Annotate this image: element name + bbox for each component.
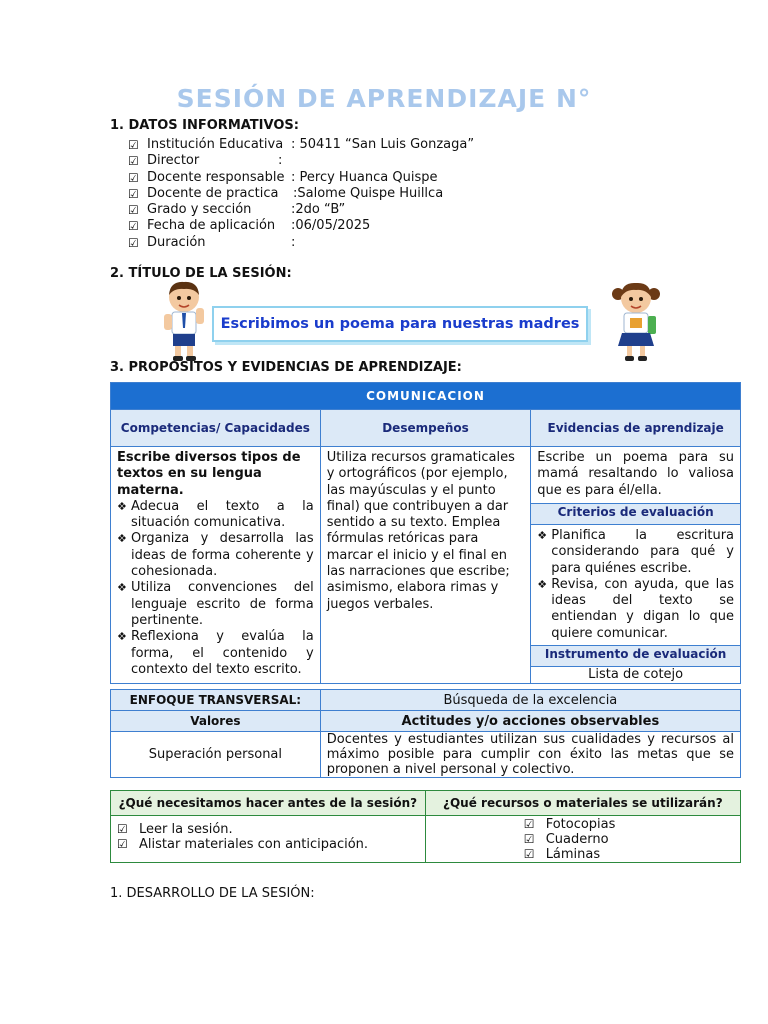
info-value: : Percy Huanca Quispe <box>291 169 438 185</box>
info-value: : <box>278 153 283 169</box>
antes-text: Alistar materiales con anticipación. <box>139 837 369 852</box>
criterio-item <box>537 528 734 577</box>
info-value: :2do “B” <box>291 202 346 218</box>
bullet-icon: ❖ <box>117 581 127 595</box>
recurso-text: Láminas <box>545 847 601 862</box>
competencias-cell <box>111 447 321 684</box>
capacidad-text: Organiza y desarrolla las ideas de forma coherente y cohesionada. <box>131 531 314 580</box>
checkbox-icon: ☑ <box>523 847 535 861</box>
desempenos-header: Desempeños <box>320 410 531 447</box>
criterios-header: Criterios de evaluación <box>531 504 741 525</box>
checkbox-icon: ☑ <box>128 154 139 169</box>
capacidad-item <box>117 499 314 532</box>
info-label: Director <box>147 153 200 169</box>
evidencias-header: Evidencias de aprendizaje <box>531 410 741 447</box>
actitud-cell: Docentes y estudiantes utilizan sus cualidades y recursos al máximo posible para cumplir con éxito las metas que se proponen a nivel personal y colectivo. <box>320 732 740 778</box>
page-title: SESIÓN DE APRENDIZAJE N° <box>176 84 592 113</box>
capacidad-item <box>117 531 314 580</box>
session-title-box: Escribimos un poema para nuestras madres <box>212 306 588 342</box>
bullet-icon: ❖ <box>537 577 548 591</box>
checkbox-icon: ☑ <box>117 822 128 836</box>
bullet-icon: ❖ <box>117 499 127 513</box>
propositos-table <box>110 382 741 684</box>
capacidad-item <box>117 580 314 629</box>
recursos-cell <box>425 816 740 863</box>
capacidad-text: Utiliza convenciones del lenguaje escrito de forma pertinente. <box>131 580 314 628</box>
antes-text: Leer la sesión. <box>139 822 233 837</box>
antes-item <box>117 822 419 837</box>
recurso-text: Cuaderno <box>545 832 609 847</box>
enfoque-table <box>110 689 741 778</box>
bullet-icon: ❖ <box>537 529 548 542</box>
info-value: :06/05/2025 <box>291 218 371 234</box>
checkbox-icon: ☑ <box>128 235 139 250</box>
checkbox-icon: ☑ <box>523 817 535 831</box>
checkbox-icon: ☑ <box>128 138 139 152</box>
valores-header: Valores <box>111 711 321 732</box>
info-value: :Salome Quispe Huillca <box>293 185 444 201</box>
valor-cell: Superación personal <box>111 732 321 778</box>
info-value: : <box>291 234 296 250</box>
actitudes-header: Actitudes y/o acciones observables <box>320 711 740 732</box>
capacidad-text: Adecua el texto a la situación comunicativa. <box>131 498 314 531</box>
datos-heading: 1. DATOS INFORMATIVOS: <box>110 118 299 133</box>
info-label: Docente de practica <box>147 185 279 201</box>
checkbox-icon: ☑ <box>128 203 139 218</box>
bullet-icon: ❖ <box>117 630 127 644</box>
instrumento-header: Instrumento de evaluación <box>531 646 741 667</box>
enfoque-label: ENFOQUE TRANSVERSAL: <box>111 690 321 711</box>
capacidad-text: Reflexiona y evalúa la forma, el contenido y contexto del texto escrito. <box>131 629 314 677</box>
info-label: Docente responsable <box>147 169 285 185</box>
bullet-icon: ❖ <box>117 532 127 546</box>
recursos-header: ¿Qué recursos o materiales se utilizarán? <box>425 791 740 816</box>
checkbox-icon: ☑ <box>128 219 139 234</box>
checkbox-icon: ☑ <box>128 170 139 185</box>
criterios-cell <box>531 525 741 646</box>
competencias-header: Competencias/ Capacidades <box>111 410 321 447</box>
enfoque-value: Búsqueda de la excelencia <box>320 690 740 711</box>
info-label: Duración <box>147 234 206 250</box>
antes-cell <box>111 816 426 863</box>
desarrollo-heading: 1. DESARROLLO DE LA SESIÓN: <box>110 886 315 901</box>
desempeno-cell: Utiliza recursos gramaticales y ortográficos (por ejemplo, las mayúsculas y el punto final) que contribuyen a dar sentido a su texto. Emplea fórmulas retóricas para marcar el inicio y el final en las narraciones que escribe; asimismo, elabora rimas y juegos verbales. <box>320 447 531 684</box>
propositos-heading: 3. PROPÓSITOS Y EVIDENCIAS DE APRENDIZAJE: <box>110 360 462 375</box>
info-label: Institución Educativa <box>147 137 284 152</box>
evidencia-cell: Escribe un poema para su mamá resaltando lo valiosa que es para él/ella. <box>531 447 741 504</box>
recurso-item <box>524 832 734 847</box>
info-value: : 50411 “San Luis Gonzaga” <box>291 137 475 152</box>
criterio-text: Planifica la escritura considerando para qué y para quiénes escribe. <box>551 528 734 576</box>
preparacion-table <box>110 790 741 863</box>
checkbox-icon: ☑ <box>523 832 535 846</box>
instrumento-value: Lista de cotejo <box>531 667 741 684</box>
recurso-item <box>524 817 734 832</box>
recurso-item <box>524 847 734 862</box>
recurso-text: Fotocopias <box>545 817 616 832</box>
info-label: Fecha de aplicación <box>147 218 276 234</box>
competencia-title: Escribe diversos tipos de textos en su lengua materna. <box>117 450 301 498</box>
area-header: COMUNICACION <box>111 383 741 410</box>
criterio-text: Revisa, con ayuda, que las ideas del texto se entiendan y digan lo que quiere comunicar. <box>551 576 734 641</box>
info-label: Grado y sección <box>147 202 252 218</box>
checkbox-icon: ☑ <box>128 186 139 201</box>
titulo-heading: 2. TÍTULO DE LA SESIÓN: <box>110 266 292 281</box>
capacidad-item <box>117 629 314 678</box>
checkbox-icon: ☑ <box>117 837 128 851</box>
antes-header: ¿Qué necesitamos hacer antes de la sesión? <box>111 791 426 816</box>
criterio-item <box>537 577 734 642</box>
girl-student-illustration <box>610 280 662 364</box>
antes-item <box>117 837 419 852</box>
boy-student-illustration <box>160 280 208 364</box>
